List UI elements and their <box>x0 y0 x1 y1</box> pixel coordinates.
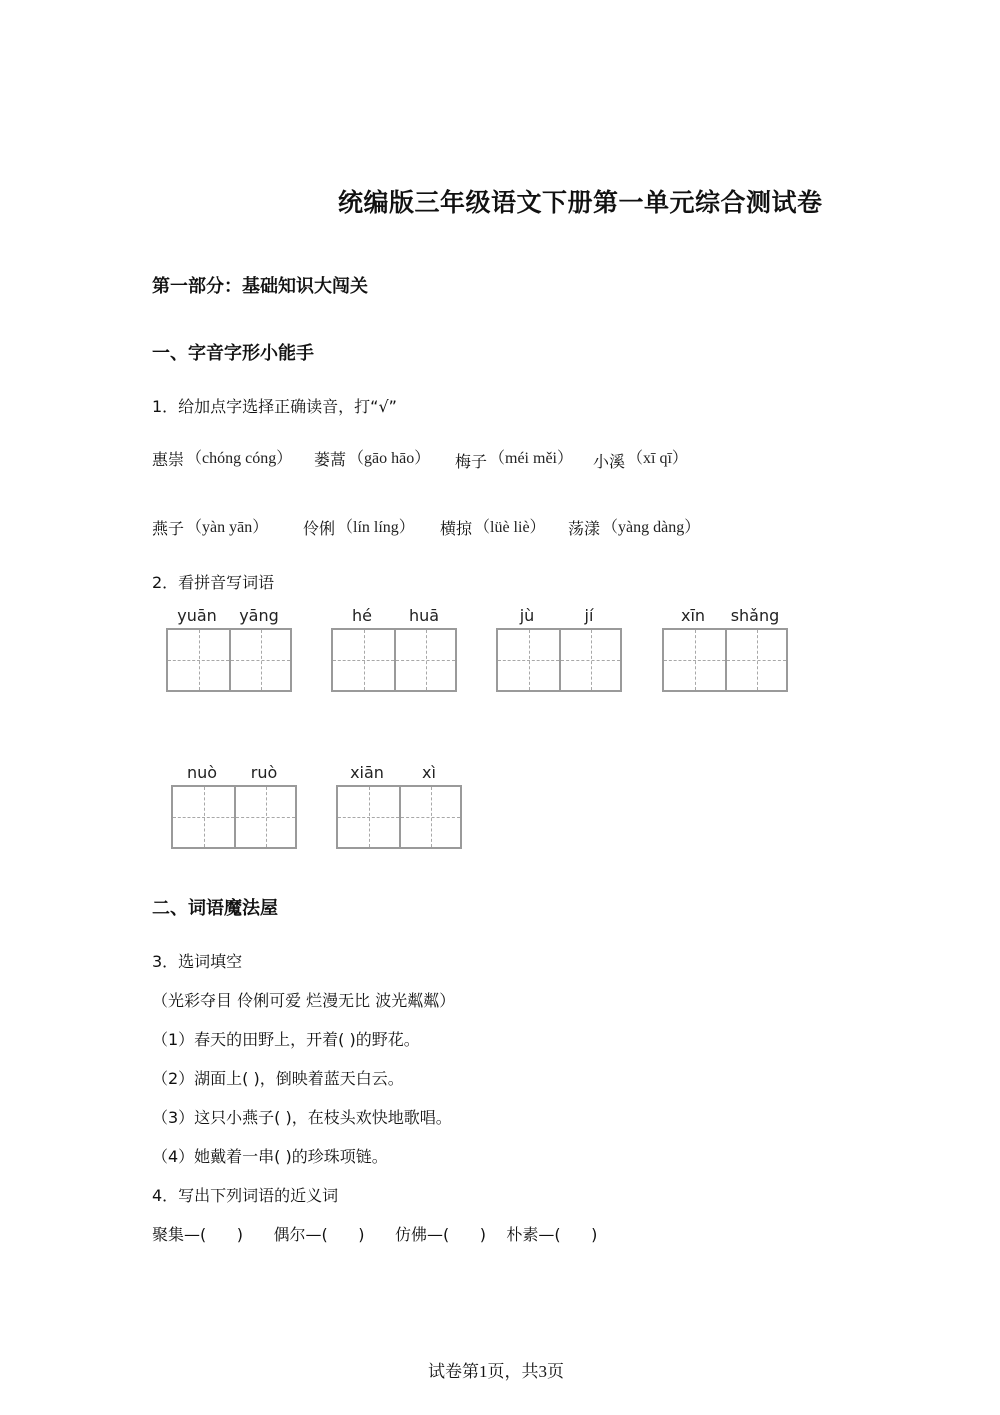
pinyin-label: hé <box>352 606 372 625</box>
writing-cell[interactable] <box>234 787 295 847</box>
q1-options: （lüè liè） <box>474 519 546 536</box>
q3-item: （4）她戴着一串( )的珍珠项链。 <box>152 1147 388 1166</box>
pinyin-label: shǎng <box>730 606 780 625</box>
pinyin-label: yāng <box>239 606 279 625</box>
pinyin-writing-grid[interactable] <box>496 606 622 692</box>
pinyin-label: nuò <box>186 763 218 782</box>
q1-options: （yàng dàng） <box>602 519 701 536</box>
writing-cell[interactable] <box>725 630 786 690</box>
q1-word: 小溪 <box>593 452 626 471</box>
pinyin-label: huā <box>408 606 440 625</box>
pinyin-writing-grid[interactable] <box>331 606 457 692</box>
writing-cell[interactable] <box>498 630 559 690</box>
q1-word: 惠崇 <box>152 450 185 469</box>
writing-cell[interactable] <box>173 787 234 847</box>
pinyin-writing-grid[interactable] <box>662 606 788 692</box>
section-heading-1: 一、字音字形小能手 <box>152 343 314 364</box>
q1-word: 蒌蒿 <box>314 450 347 469</box>
q3-item: （3）这只小燕子( )，在枝头欢快地歌唱。 <box>152 1108 452 1127</box>
question-4-prompt: 4．写出下列词语的近义词 <box>152 1186 339 1205</box>
part-heading: 第一部分：基础知识大闯关 <box>152 276 368 297</box>
q1-options: （méi měi） <box>489 450 573 467</box>
pinyin-label: xīn <box>680 606 706 625</box>
q1-options: （xī qī） <box>627 450 688 467</box>
section-heading-2: 二、词语魔法屋 <box>152 898 278 919</box>
q1-options: （lín líng） <box>337 519 415 536</box>
pinyin-writing-grid[interactable] <box>171 763 297 849</box>
page-title: 统编版三年级语文下册第一单元综合测试卷 <box>338 188 823 217</box>
pinyin-label: ruò <box>250 763 278 782</box>
pinyin-label: jí <box>584 606 594 625</box>
question-1-prompt: 1．给加点字选择正确读音，打“√” <box>152 397 397 416</box>
q1-word: 梅子 <box>455 452 488 471</box>
writing-cell[interactable] <box>338 787 399 847</box>
page-footer: 试卷第1页，共3页 <box>428 1362 564 1381</box>
pinyin-label: xiān <box>350 763 384 782</box>
q1-word: 横掠 <box>440 519 473 538</box>
q4-synonym-line: 聚集—( ) 偶尔—( ) 仿佛—( ) 朴素—( ) <box>152 1225 598 1244</box>
q1-options: （yàn yān） <box>186 519 269 536</box>
q3-item: （2）湖面上( )，倒映着蓝天白云。 <box>152 1069 404 1088</box>
q3-word-options: （光彩夺目 伶俐可爱 烂漫无比 波光粼粼） <box>152 991 456 1010</box>
question-2-prompt: 2．看拼音写词语 <box>152 573 275 592</box>
q1-word: 荡漾 <box>568 519 601 538</box>
question-3-prompt: 3．选词填空 <box>152 952 243 971</box>
writing-cell[interactable] <box>333 630 394 690</box>
pinyin-label: yuān <box>177 606 217 625</box>
writing-cell[interactable] <box>559 630 620 690</box>
pinyin-label: jù <box>519 606 535 625</box>
q1-word: 燕子 <box>152 519 185 538</box>
writing-cell[interactable] <box>399 787 460 847</box>
q1-word: 伶俐 <box>303 519 336 538</box>
q1-options: （gāo hāo） <box>348 450 431 467</box>
q3-item: （1）春天的田野上，开着( )的野花。 <box>152 1030 420 1049</box>
writing-cell[interactable] <box>664 630 725 690</box>
pinyin-label: xì <box>422 763 436 782</box>
pinyin-writing-grid[interactable] <box>166 606 292 692</box>
pinyin-writing-grid[interactable] <box>336 763 462 849</box>
q1-options: （chóng cóng） <box>186 450 293 467</box>
writing-cell[interactable] <box>168 630 229 690</box>
writing-cell[interactable] <box>394 630 455 690</box>
writing-cell[interactable] <box>229 630 290 690</box>
